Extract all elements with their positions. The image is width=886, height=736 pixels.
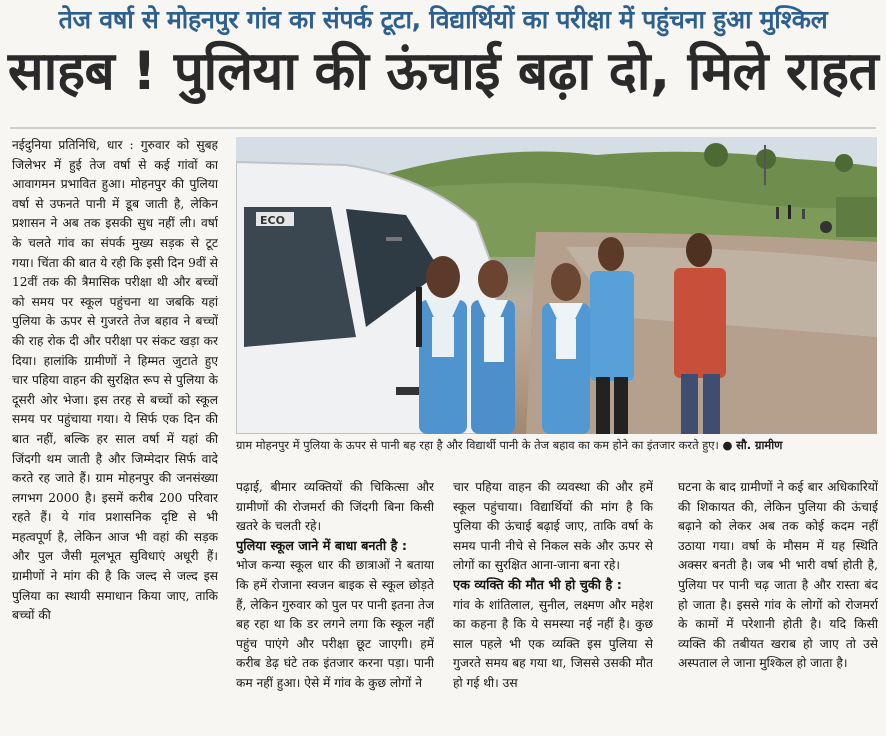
subheading: पुलिया स्कूल जाने में बाधा बनती है :: [236, 538, 407, 554]
article-text: चार पहिया वाहन की व्यवस्था की और हमें स्कूल पहुंचाया। विद्यार्थियों की मांग है कि पुलिया की ऊंचाई बढ़ाई जाए, ताकि वर्षा के समय पानी नीचे से निकल सके और ऊपर से लोगों का सुरक्षित आना-जाना बना रहे।: [453, 480, 653, 573]
van-brand-text: ECO: [260, 214, 285, 227]
article-column-2: [236, 478, 434, 732]
news-photo: [236, 137, 877, 434]
bullet-icon: ●: [722, 438, 733, 452]
article-text: भोज कन्या स्कूल धार की छात्राओं ने बताया कि हमें रोजाना स्वजन बाइक से स्कूल छोड़ते हैं, लेकिन गुरुवार को पुल पर पानी इतना तेज बह रहा था कि डर लगने लगा कि स्कूल नहीं पहुंच पाएंगे और परीक्षा छूट जाएगी। हमें करीब डेढ़ घंटे तक इंतजार करना पड़ा। पानी कम नहीं हुआ। ऐसे में गांव के कुछ लोगों ने: [236, 558, 434, 690]
article-column-4: [678, 478, 878, 732]
article-text: घटना के बाद ग्रामीणों ने कई बार अधिकारियों की शिकायत की, लेकिन पुलिया की ऊंचाई बढ़ाने को लेकर अब तक कोई कदम नहीं उठाया गया। वर्षा के मौसम में यह स्थिति अक्सर बनती है। जब भी भारी वर्षा होती है, पुलिया पर पानी चढ़ जाता है और रास्ता बंद हो जाता है। इससे गांव के लोगों को रोजमर्रा के कामों में परेशानी होती है। यदि किसी व्यक्ति की तबीयत खराब हो जाए तो उसे अस्पताल ले जाना मुश्किल हो जाता है।: [678, 480, 878, 671]
article-column-1: [12, 136, 218, 732]
caption-text: ग्राम मोहनपुर में पुलिया के ऊपर से पानी बह रहा है और विद्यार्थी पानी के तेज बहाव का कम होने का इंतजार करते हुए।: [236, 438, 719, 452]
photo-illustration: [236, 137, 877, 434]
article-text: नईदुनिया प्रतिनिधि, धार : गुरुवार को सुबह जिलेभर में हुई तेज वर्षा से कई गांवों का आवागमन प्रभावित हुआ। मोहनपुर की पुलिया वर्षा से उफनते पानी में डूब जाती है, लेकिन प्रशासन ने अब तक इसकी सुध नहीं ली। वर्षा के चलते गांव का संपर्क मुख्य सड़क से टूट गया। चिंता की बात ये रही कि इसी दिन 9वीं से 12वीं तक की त्रैमासिक परीक्षा थी और बच्चों को समय पर स्कूल पहुंचना था जबकि यहां पुलिया के ऊपर से गुजरते तेज बहाव ने बच्चों की राह रोक दी और परीक्षा पर संकट खड़ा कर दिया। हालांकि ग्रामीणों ने हिम्मत जुटाते हुए चार पहिया वाहन की सुरक्षित रूप से पुलिया के दूसरी ओर भेजा। इस तरह से बच्चों को स्कूल समय पर पहुंचाया गया। ये सिर्फ एक दिन की बात नहीं, बल्कि हर साल वर्षा में यहां की जिंदगी थम जाती है और जिम्मेदार सिर्फ वादे करते रह जाते हैं। ग्राम मोहनपुर की जनसंख्या लगभग 2000 है। इसमें करीब 200 परिवार रहते हैं। ये गांव प्रशासनिक दृष्टि से भी महत्वपूर्ण है, लेकिन आज भी वहां की सड़क और पुल जैसी मूलभूत सुविधाएं अधूरी हैं। ग्रामीणों ने मांग की है कि जल्द से जल्द इस पुलिया का स्थायी समाधान किया जाए, ताकि बच्चों की: [12, 138, 218, 623]
photo-credit: सौ. ग्रामीण: [736, 438, 783, 452]
article-column-3: [453, 478, 653, 732]
article-text: पढ़ाई, बीमार व्यक्तियों की चिकित्सा और ग्रामीणों की रोजमर्रा की जिंदगी बिना किसी खतरे के चलती रहे।: [236, 480, 434, 534]
divider: [10, 127, 876, 129]
article-text: गांव के शांतिलाल, सुनील, लक्ष्मण और महेश का कहना है कि ये समस्या नई नहीं है। कुछ साल पहले भी एक व्यक्ति इस पुलिया से गुजरते समय बह गया था, जिससे उसकी मौत हो गई थी। उस: [453, 597, 653, 690]
kicker-headline: तेज वर्षा से मोहनपुर गांव का संपर्क टूटा, विद्यार्थियों का परीक्षा में पहुंचना हुआ मुश्किल: [58, 5, 828, 34]
main-headline: साहब ! पुलिया की ऊंचाई बढ़ा दो, मिले राहत: [7, 41, 879, 102]
photo-caption: [236, 438, 877, 453]
subheading: एक व्यक्ति की मौत भी हो चुकी है :: [453, 577, 622, 593]
